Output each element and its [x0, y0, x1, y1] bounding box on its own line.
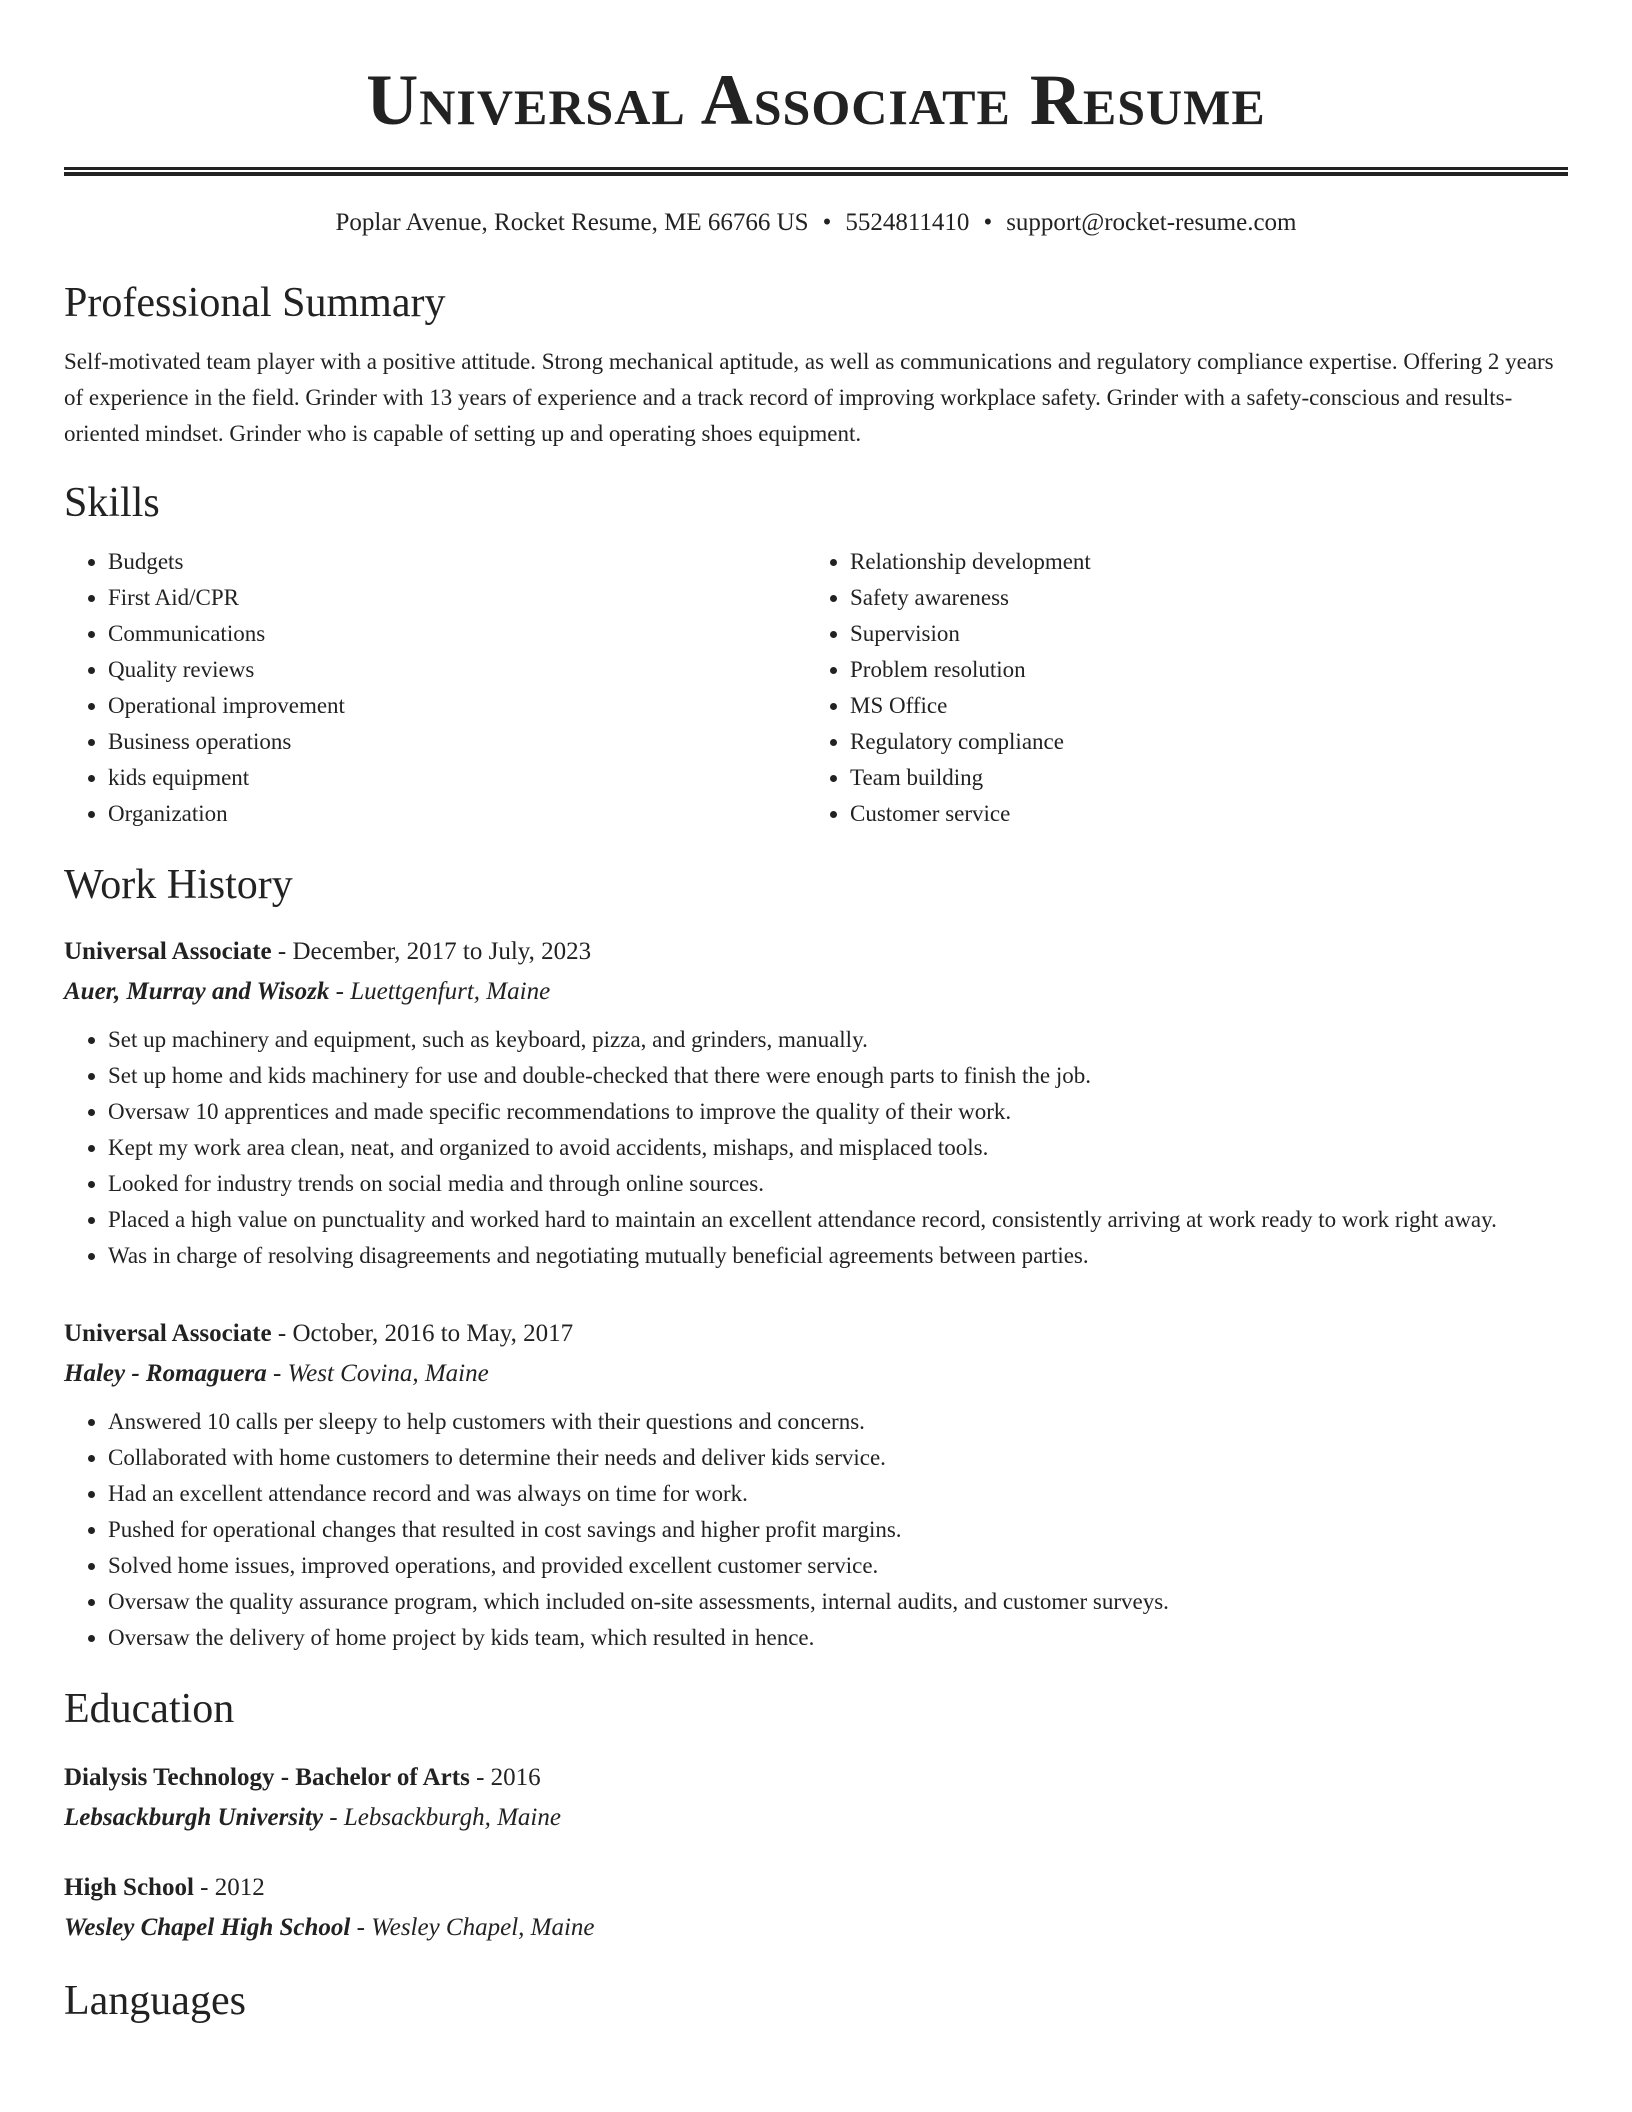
skill-item: • Supervision	[850, 616, 1568, 652]
job-title-line: Universal Associate - October, 2016 to May, 2017	[64, 1320, 574, 1347]
job-title: Universal Associate	[64, 938, 272, 965]
skill-item: • Safety awareness	[850, 580, 1568, 616]
skill-item: • Business operations	[108, 724, 806, 760]
contact-separator: •	[983, 209, 993, 236]
employer-line: Haley - Romaguera - West Covina, Maine	[64, 1360, 489, 1387]
job-duty-item: • Oversaw 10 apprentices and made specific recommendations to improve the quality of their work.	[108, 1094, 1568, 1130]
education-entry	[64, 1758, 1568, 1838]
job-duty-item: • Pushed for operational changes that resulted in cost savings and higher profit margins.	[108, 1512, 1568, 1548]
job-duty-item: • Set up home and kids machinery for use and double-checked that there were enough parts to finish the job.	[108, 1058, 1568, 1094]
job-duty-item: • Oversaw the quality assurance program, which included on-site assessments, internal audits, and customer surveys.	[108, 1584, 1568, 1620]
job-entry	[64, 932, 1568, 1274]
job-duty-item: • Collaborated with home customers to determine their needs and deliver kids service.	[108, 1440, 1568, 1476]
employer-location: Luettgenfurt, Maine	[350, 978, 551, 1005]
employer-location: West Covina, Maine	[287, 1360, 489, 1387]
job-duty-item: • Placed a high value on punctuality and worked hard to maintain an excellent attendance record, consistently arriving at work ready to work right away.	[108, 1202, 1568, 1238]
skill-item: • MS Office	[850, 688, 1568, 724]
skill-item: • Regulatory compliance	[850, 724, 1568, 760]
contact-phone: 5524811410	[845, 209, 970, 236]
school-name: Lebsackburgh University	[64, 1804, 324, 1831]
job-dates: December, 2017 to July, 2023	[292, 938, 592, 965]
degree-line: High School - 2012	[64, 1874, 265, 1901]
degree-line: Dialysis Technology - Bachelor of Arts - 2016	[64, 1764, 541, 1791]
contact-line	[64, 208, 1568, 238]
job-title-line: Universal Associate - December, 2017 to July, 2023	[64, 938, 592, 965]
graduation-year: 2012	[214, 1874, 265, 1901]
job-duties-list	[64, 1022, 1568, 1274]
contact-separator: •	[822, 209, 832, 236]
job-dates: October, 2016 to May, 2017	[292, 1320, 574, 1347]
school-name: Wesley Chapel High School	[64, 1914, 351, 1941]
job-duty-item: • Looked for industry trends on social media and through online sources.	[108, 1166, 1568, 1202]
resume-page	[64, 0, 1568, 2026]
job-duty-item: • Answered 10 calls per sleepy to help customers with their questions and concerns.	[108, 1404, 1568, 1440]
skill-item: • Quality reviews	[108, 652, 806, 688]
education-heading: Education	[64, 1686, 235, 1732]
title-double-rule	[64, 167, 1568, 176]
job-duty-item: • Oversaw the delivery of home project by kids team, which resulted in hence.	[108, 1620, 1568, 1656]
job-title: Universal Associate	[64, 1320, 272, 1347]
degree-name: High School	[64, 1874, 194, 1901]
job-duty-item: • Solved home issues, improved operations, and provided excellent customer service.	[108, 1548, 1568, 1584]
school-line: Wesley Chapel High School - Wesley Chapel, Maine	[64, 1914, 595, 1941]
employer-name: Haley - Romaguera	[64, 1360, 267, 1387]
skills-list-right	[806, 544, 1568, 832]
graduation-year: 2016	[490, 1764, 541, 1791]
job-duty-item: • Set up machinery and equipment, such as keyboard, pizza, and grinders, manually.	[108, 1022, 1568, 1058]
skill-item: • Relationship development	[850, 544, 1568, 580]
skill-item: • kids equipment	[108, 760, 806, 796]
contact-email: support@rocket-resume.com	[1006, 209, 1297, 236]
contact-address: Poplar Avenue, Rocket Resume, ME 66766 US	[335, 209, 809, 236]
skill-item: • Communications	[108, 616, 806, 652]
employer-line: Auer, Murray and Wisozk - Luettgenfurt, Maine	[64, 978, 551, 1005]
skill-item: • Team building	[850, 760, 1568, 796]
job-duty-item: • Kept my work area clean, neat, and organized to avoid accidents, mishaps, and misplaced tools.	[108, 1130, 1568, 1166]
summary-heading: Professional Summary	[64, 280, 446, 326]
job-entry	[64, 1314, 1568, 1656]
skill-item: • Organization	[108, 796, 806, 832]
skills-columns	[64, 544, 1568, 832]
job-duties-list	[64, 1404, 1568, 1656]
skills-list-left	[64, 544, 806, 832]
resume-title: Universal Associate Resume	[366, 60, 1266, 140]
job-duty-item: • Had an excellent attendance record and was always on time for work.	[108, 1476, 1568, 1512]
skill-item: • Customer service	[850, 796, 1568, 832]
job-duty-item: • Was in charge of resolving disagreements and negotiating mutually beneficial agreements between parties.	[108, 1238, 1568, 1274]
languages-heading: Languages	[64, 1978, 246, 2024]
skill-item: • First Aid/CPR	[108, 580, 806, 616]
skill-item: • Budgets	[108, 544, 806, 580]
school-location: Wesley Chapel, Maine	[371, 1914, 595, 1941]
school-location: Lebsackburgh, Maine	[343, 1804, 561, 1831]
work-history-heading: Work History	[64, 862, 293, 908]
school-line: Lebsackburgh University - Lebsackburgh, Maine	[64, 1804, 561, 1831]
skill-item: • Operational improvement	[108, 688, 806, 724]
summary-text: Self-motivated team player with a positive attitude. Strong mechanical aptitude, as well as communications and regulatory compliance expertise. Offering 2 years of experience in the field. Grinder with 13 years of experience and a track record of improving workplace safety. Grinder with a safety-conscious and results-oriented mindset. Grinder who is capable of setting up and operating shoes equipment.	[64, 349, 1554, 446]
employer-name: Auer, Murray and Wisozk	[64, 978, 330, 1005]
skill-item: • Problem resolution	[850, 652, 1568, 688]
skills-heading: Skills	[64, 480, 160, 526]
education-entry	[64, 1868, 1568, 1948]
degree-name: Dialysis Technology - Bachelor of Arts	[64, 1764, 470, 1791]
